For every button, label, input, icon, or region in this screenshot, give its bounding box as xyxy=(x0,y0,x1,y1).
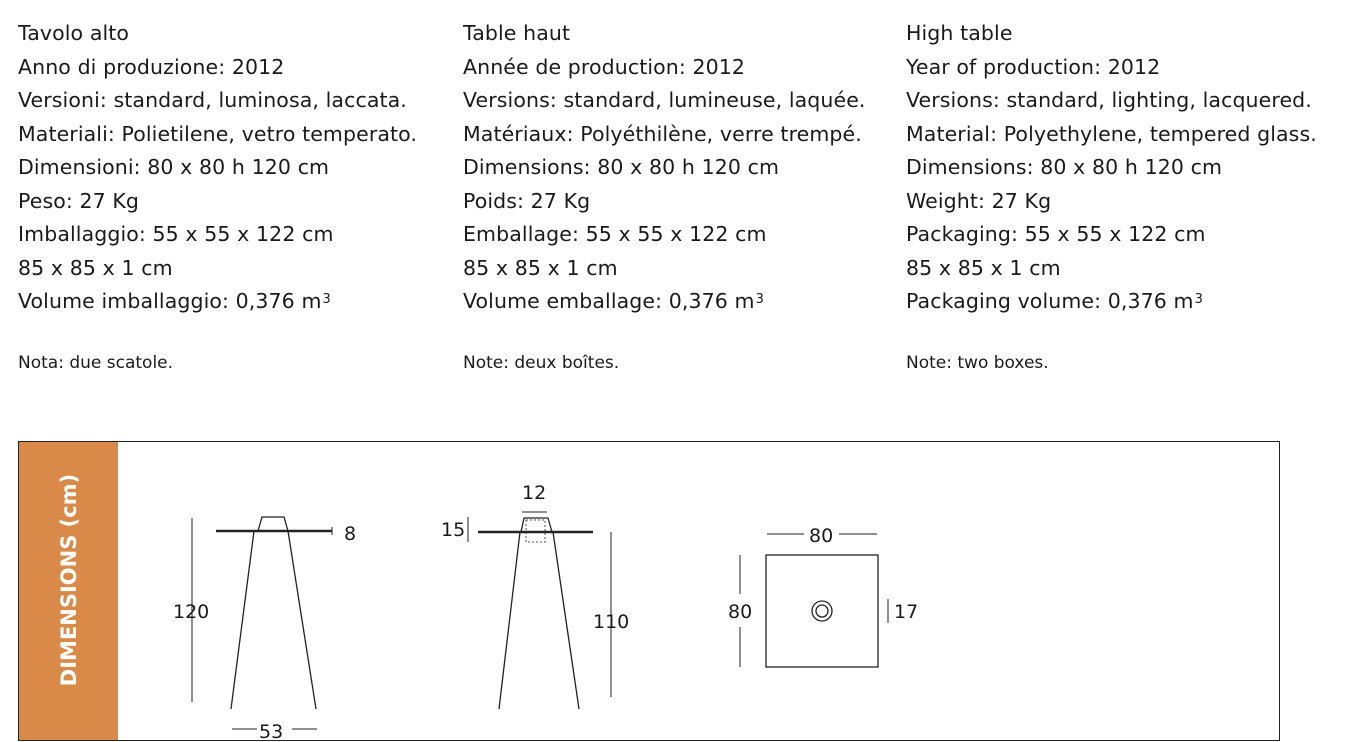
hole-outer-circle xyxy=(812,601,832,621)
column-french xyxy=(463,17,903,373)
materials-line: Matériaux: Polyéthilène, verre trempé. xyxy=(463,121,862,146)
volume-sup: 3 xyxy=(1194,292,1203,307)
weight-line: Poids: 27 Kg xyxy=(463,188,591,213)
top-view-drawing xyxy=(740,534,888,667)
packaging-line-2: 85 x 85 x 1 cm xyxy=(463,255,618,280)
leg-left-edge xyxy=(231,531,254,709)
dimensions-panel xyxy=(18,441,1280,741)
section-top-height-label: 15 xyxy=(441,519,466,541)
title-line: Table haut xyxy=(463,21,571,45)
section-height-label: 110 xyxy=(593,611,630,633)
top-cap xyxy=(258,517,288,531)
materials-line: Material: Polyethylene, tempered glass. xyxy=(906,121,1317,146)
packaging-line: Emballage: 55 x 55 x 122 cm xyxy=(463,222,767,246)
year-line: Année de production: 2012 xyxy=(463,54,746,79)
section-view-drawing xyxy=(468,512,611,709)
leg-right-edge xyxy=(288,531,316,709)
dimensions-line: Dimensions: 80 x 80 h 120 cm xyxy=(463,155,780,179)
volume-line xyxy=(18,285,458,319)
side-height-label: 120 xyxy=(173,601,210,623)
side-base-label: 53 xyxy=(259,721,284,742)
versions-line: Versions: standard, lighting, lacquered. xyxy=(906,88,1312,112)
title-line: High table xyxy=(906,21,1013,45)
weight-line: Peso: 27 Kg xyxy=(18,188,140,213)
volume-label: Packaging volume: 0,376 m xyxy=(906,289,1194,313)
versions-line: Versioni: standard, luminosa, laccata. xyxy=(18,88,407,112)
dimensions-title: DIMENSIONS (cm) xyxy=(57,473,81,687)
top-width-label: 80 xyxy=(809,525,834,547)
column-english xyxy=(906,17,1346,373)
dimensions-line: Dimensioni: 80 x 80 h 120 cm xyxy=(18,155,330,179)
volume-line xyxy=(906,285,1346,319)
side-view-drawing xyxy=(192,517,332,729)
volume-sup: 3 xyxy=(322,292,331,307)
versions-line: Versions: standard, lumineuse, laquée. xyxy=(463,88,866,112)
volume-label: Volume imballaggio: 0,376 m xyxy=(18,289,322,313)
volume-label: Volume emballage: 0,376 m xyxy=(463,289,755,313)
top-view-square xyxy=(766,555,878,667)
packaging-line: Imballaggio: 55 x 55 x 122 cm xyxy=(18,222,334,246)
year-line: Anno di produzione: 2012 xyxy=(18,54,285,79)
weight-line: Weight: 27 Kg xyxy=(906,188,1052,213)
packaging-line-2: 85 x 85 x 1 cm xyxy=(906,255,1061,280)
volume-line xyxy=(463,285,903,319)
packaging-line-2: 85 x 85 x 1 cm xyxy=(18,255,173,280)
hole-inner-circle xyxy=(816,605,828,617)
packaging-line: Packaging: 55 x 55 x 122 cm xyxy=(906,222,1206,246)
section-right-edge xyxy=(553,532,579,709)
top-depth-label: 80 xyxy=(728,601,753,623)
year-line: Year of production: 2012 xyxy=(906,54,1161,79)
title-line: Tavolo alto xyxy=(18,21,130,45)
side-thickness-label: 8 xyxy=(344,523,357,545)
section-left-edge xyxy=(499,532,520,709)
note-line: Note: two boxes. xyxy=(906,352,1049,373)
volume-sup: 3 xyxy=(755,292,764,307)
note-line: Nota: due scatole. xyxy=(18,352,174,373)
top-hole-label: 17 xyxy=(894,601,919,623)
technical-drawing xyxy=(19,442,1281,742)
dimensions-line: Dimensions: 80 x 80 h 120 cm xyxy=(906,155,1223,179)
column-italian xyxy=(18,17,458,373)
note-line: Note: deux boîtes. xyxy=(463,352,620,373)
materials-line: Materiali: Polietilene, vetro temperato. xyxy=(18,121,418,146)
section-top-width-label: 12 xyxy=(522,482,547,504)
